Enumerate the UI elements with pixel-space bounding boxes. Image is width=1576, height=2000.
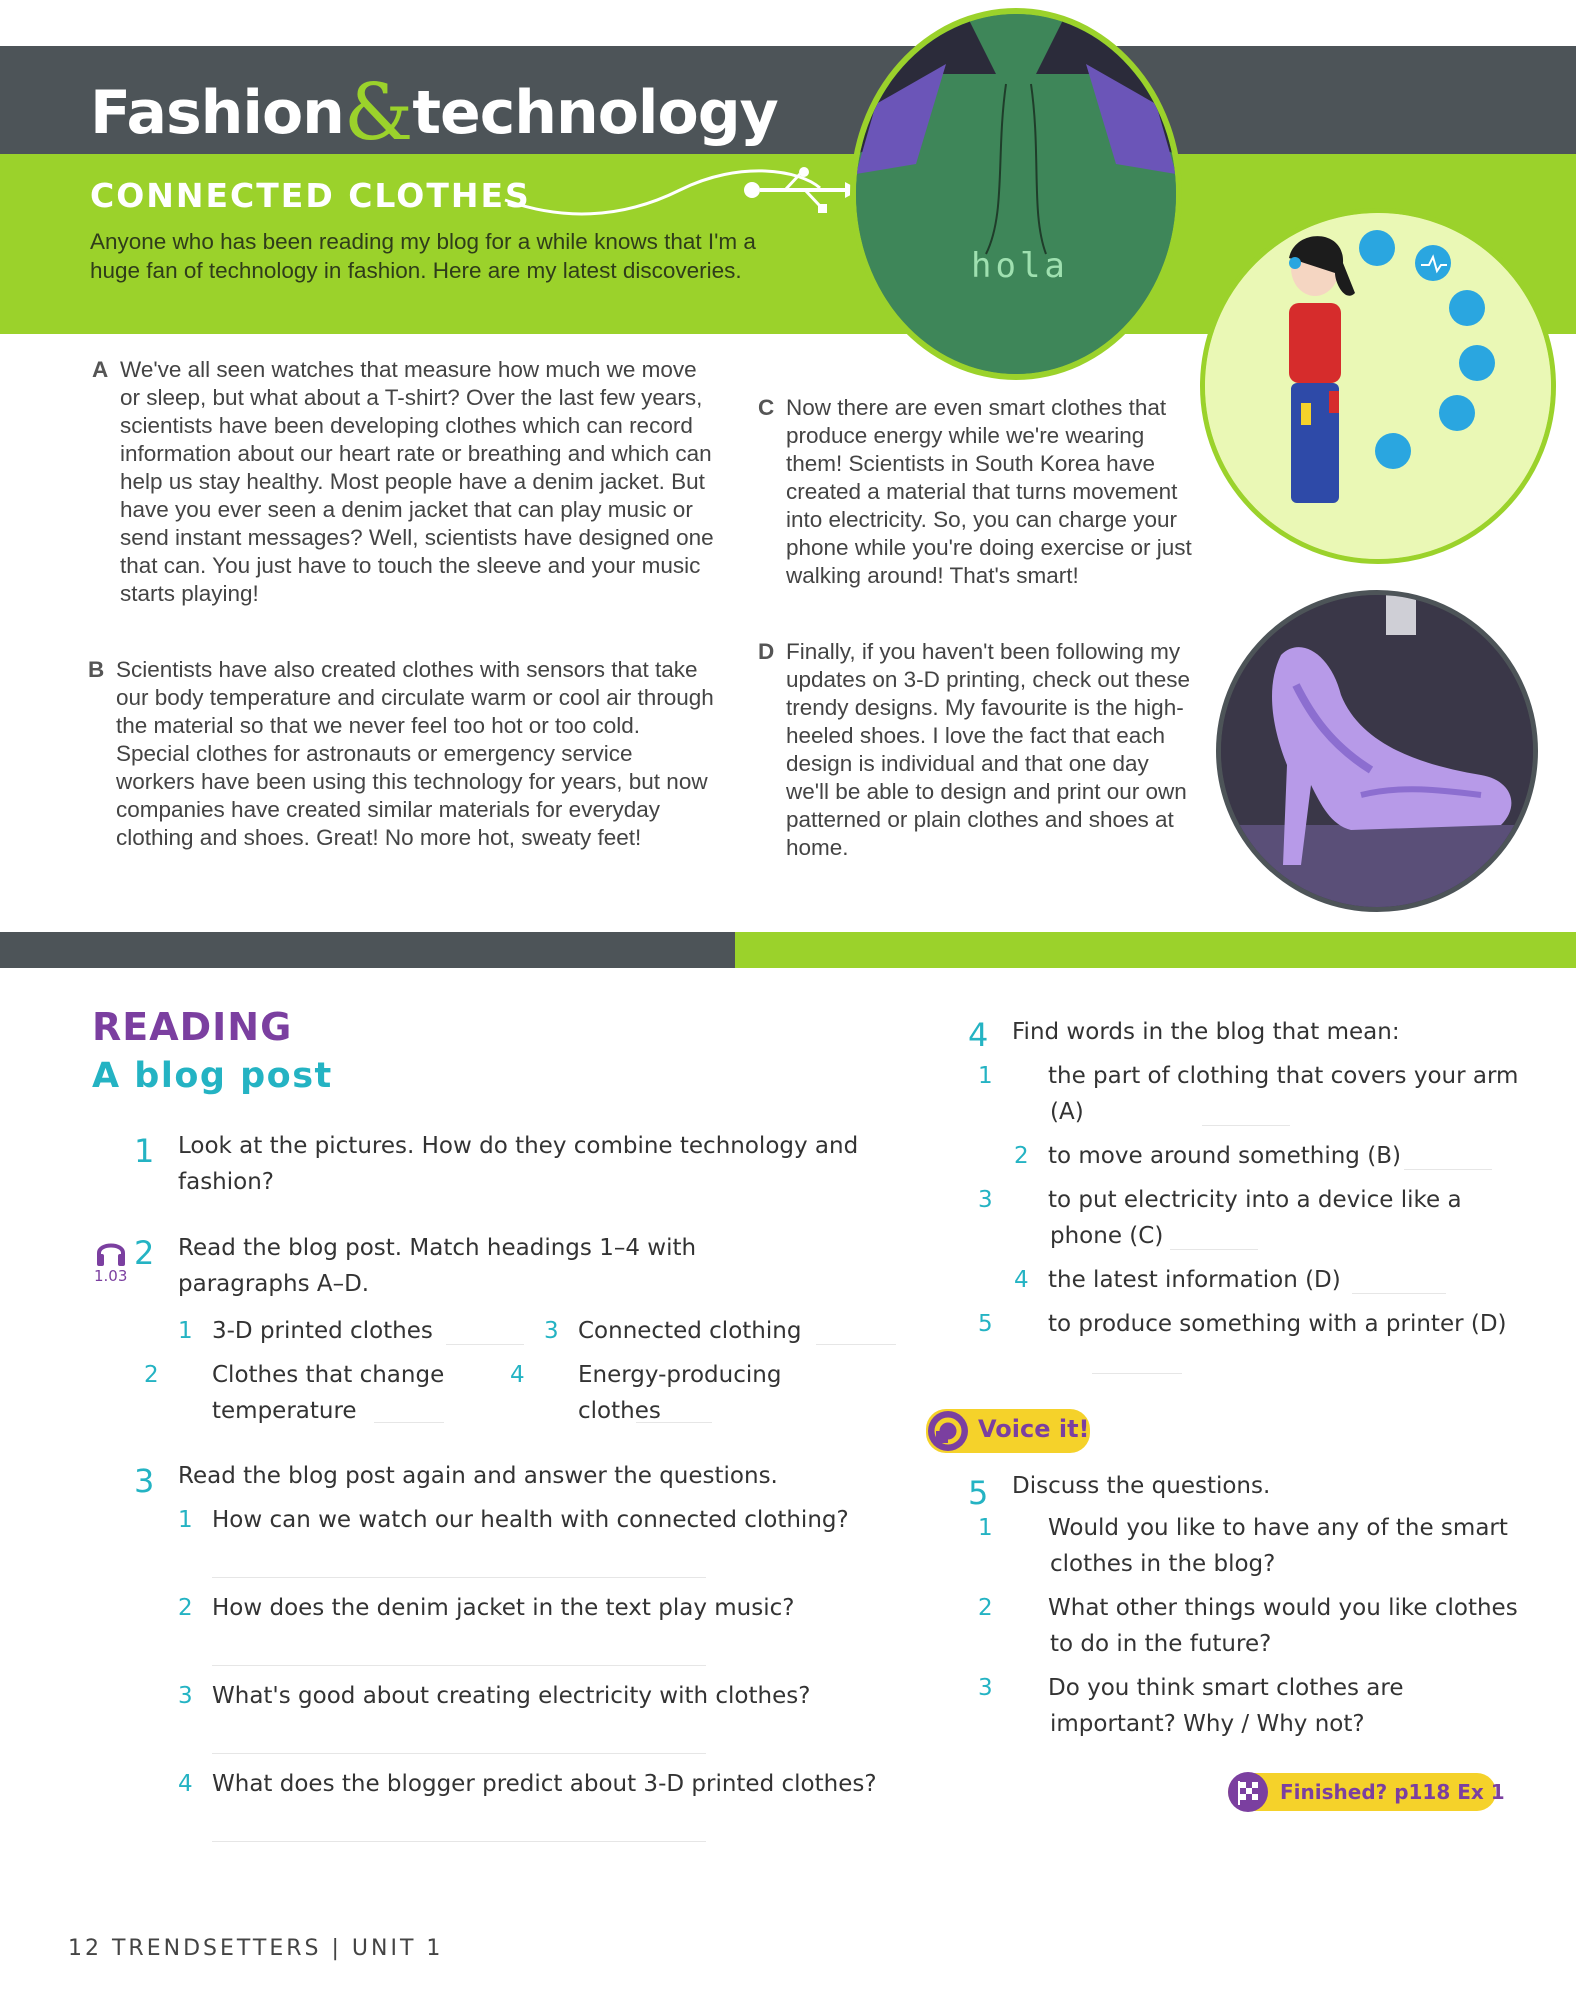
divider-bar-green [735, 932, 1576, 968]
paragraph-letter: C [758, 395, 775, 420]
item-number: 1 [178, 1318, 193, 1344]
answer-line[interactable] [636, 1421, 712, 1423]
reading-subheading: A blog post [92, 1056, 333, 1096]
answer-line[interactable] [212, 1576, 706, 1578]
paragraph-d [758, 638, 1196, 862]
answer-line[interactable] [1404, 1168, 1492, 1170]
answer-line[interactable] [816, 1343, 896, 1345]
list-item [978, 1510, 1520, 1582]
headphones-icon [94, 1238, 128, 1268]
paragraph-text: We've all seen watches that measure how much we move or sleep, but what about a T-shirt? Over the last few years, scientists have been developing clothes which can record information about our heart rate or breathing and which can help us stay healthy. Most people have a denim jacket. But have you ever seen a denim jacket that can play music or send instant messages? Well, scientists have designed one that can. You just have to touch the sleeve and your music starts playing! [120, 357, 714, 606]
list-item [978, 1590, 1520, 1662]
usb-cable-icon [500, 160, 870, 230]
tshirt-led-text: hola [971, 246, 1069, 286]
item-text: Energy-producing clothes [578, 1362, 782, 1424]
item-number: 2 [178, 1595, 193, 1621]
answer-line[interactable] [212, 1664, 706, 1666]
item-text: Would you like to have any of the smart clothes in the blog? [1048, 1515, 1508, 1577]
list-item [178, 1766, 898, 1802]
paragraph-text: Now there are even smart clothes that produce energy while we're wearing them! Scientists in South Korea have created a material that turns movement into electricity. So, you can charge your phone while you're doing exercise or just walking around! That's smart! [786, 395, 1192, 588]
item-text: How does the denim jacket in the text play music? [212, 1595, 795, 1621]
item-text: What does the blogger predict about 3-D printed clothes? [212, 1771, 877, 1797]
item-number: 4 [178, 1771, 193, 1797]
item-text: Clothes that change temperature [212, 1362, 445, 1424]
item-number: 1 [178, 1507, 193, 1533]
item-text: the latest information (D) [1048, 1267, 1341, 1293]
finished-label: Finished? p118 Ex 1 [1280, 1780, 1505, 1804]
answer-line[interactable] [1092, 1372, 1182, 1374]
item-number: 3 [544, 1318, 559, 1344]
paragraph-letter: B [88, 657, 105, 682]
paragraph-text: Scientists have also created clothes with sensors that take our body temperature and circulate warm or cool air through the material so that we never feel too hot or too cold. Special clothes for astronauts or emergency service workers have been using this technology for years, but now companies have created similar materials for everyday clothing and shoes. Great! No more hot, sweaty feet! [116, 657, 714, 850]
item-number: 3 [178, 1683, 193, 1709]
item-number: 3 [978, 1187, 993, 1213]
item-text: How can we watch our health with connected clothing? [212, 1507, 849, 1533]
item-number: 1 [978, 1063, 993, 1089]
list-item [178, 1590, 898, 1626]
list-item [178, 1678, 898, 1714]
answer-line[interactable] [374, 1421, 444, 1423]
exercise-5-instruction: Discuss the questions. [1012, 1473, 1271, 1499]
item-text: to put electricity into a device like a phone (C) [1048, 1187, 1462, 1249]
exercise-3-instruction: Read the blog post again and answer the questions. [178, 1463, 778, 1489]
answer-line[interactable] [1202, 1124, 1290, 1126]
exercise-number: 4 [968, 1016, 989, 1054]
intro-text: Anyone who has been reading my blog for a while knows that I'm a huge fan of technology in fashion. Here are my latest discoveries. [90, 229, 756, 283]
paragraph-a [92, 356, 720, 608]
reading-heading: READING [92, 1005, 293, 1049]
item-number: 5 [978, 1311, 993, 1337]
answer-line[interactable] [212, 1752, 706, 1754]
item-number: 2 [144, 1362, 159, 1388]
item-text: What's good about creating electricity with clothes? [212, 1683, 811, 1709]
answer-line[interactable] [1352, 1292, 1446, 1294]
paragraph-letter: D [758, 639, 775, 664]
tshirt-photo [850, 8, 1182, 380]
title-ampersand: & [343, 68, 413, 158]
title-part2: technology [412, 78, 778, 148]
item-number: 2 [1014, 1143, 1029, 1169]
item-text: 3-D printed clothes [212, 1318, 433, 1344]
exercise-number: 3 [134, 1462, 155, 1500]
item-number: 3 [978, 1675, 993, 1701]
answer-line[interactable] [1170, 1248, 1258, 1250]
list-item [178, 1502, 898, 1538]
answer-line[interactable] [446, 1343, 524, 1345]
list-item [144, 1357, 502, 1429]
title-part1: Fashion [90, 78, 344, 148]
exercise-1-instruction: Look at the pictures. How do they combine technology and fashion? [178, 1133, 859, 1195]
item-text: to move around something (B) [1048, 1143, 1401, 1169]
3d-shoe-photo [1216, 590, 1538, 912]
answer-line[interactable] [212, 1840, 706, 1842]
item-number: 1 [978, 1515, 993, 1541]
item-number: 4 [1014, 1267, 1029, 1293]
list-item [544, 1313, 844, 1349]
section-subtitle: CONNECTED CLOTHES [90, 176, 531, 215]
paragraph-c [758, 394, 1200, 590]
list-item [978, 1182, 1530, 1254]
item-text: the part of clothing that covers your arm (A) [1048, 1063, 1519, 1125]
list-item [978, 1306, 1530, 1342]
exercise-4-instruction: Find words in the blog that mean: [1012, 1019, 1400, 1045]
paragraph-b [88, 656, 716, 852]
page-footer: 12 TRENDSETTERS | UNIT 1 [68, 1936, 444, 1961]
paragraph-text: Finally, if you haven't been following my updates on 3-D printing, check out these trendy designs. My favourite is the high-heeled shoes. I love the fact that each design is individual and that one day we'll be able to design and print our own patterned or plain clothes and shoes at home. [786, 639, 1191, 860]
divider-bar-dark [0, 932, 735, 968]
paragraph-letter: A [92, 357, 109, 382]
list-item [510, 1357, 858, 1429]
page-title [90, 68, 778, 158]
list-item [978, 1058, 1530, 1130]
item-number: 2 [978, 1595, 993, 1621]
voice-it-label: Voice it! [978, 1415, 1090, 1443]
checkered-flag-icon [1228, 1772, 1268, 1812]
exercise-number: 5 [968, 1474, 989, 1512]
exercise-number: 2 [134, 1234, 155, 1272]
speech-bubble-icon [928, 1411, 968, 1451]
item-text: to produce something with a printer (D) [1048, 1311, 1507, 1337]
item-text: Do you think smart clothes are important? Why / Why not? [1048, 1675, 1404, 1737]
health-illustration [1200, 208, 1556, 564]
item-number: 4 [510, 1362, 525, 1388]
exercise-number: 1 [134, 1132, 155, 1170]
audio-track-number: 1.03 [94, 1267, 128, 1285]
list-item [978, 1670, 1520, 1742]
item-text: Connected clothing [578, 1318, 802, 1344]
exercise-2-instruction: Read the blog post. Match headings 1–4 with paragraphs A–D. [178, 1235, 697, 1297]
item-text: What other things would you like clothes to do in the future? [1048, 1595, 1518, 1657]
